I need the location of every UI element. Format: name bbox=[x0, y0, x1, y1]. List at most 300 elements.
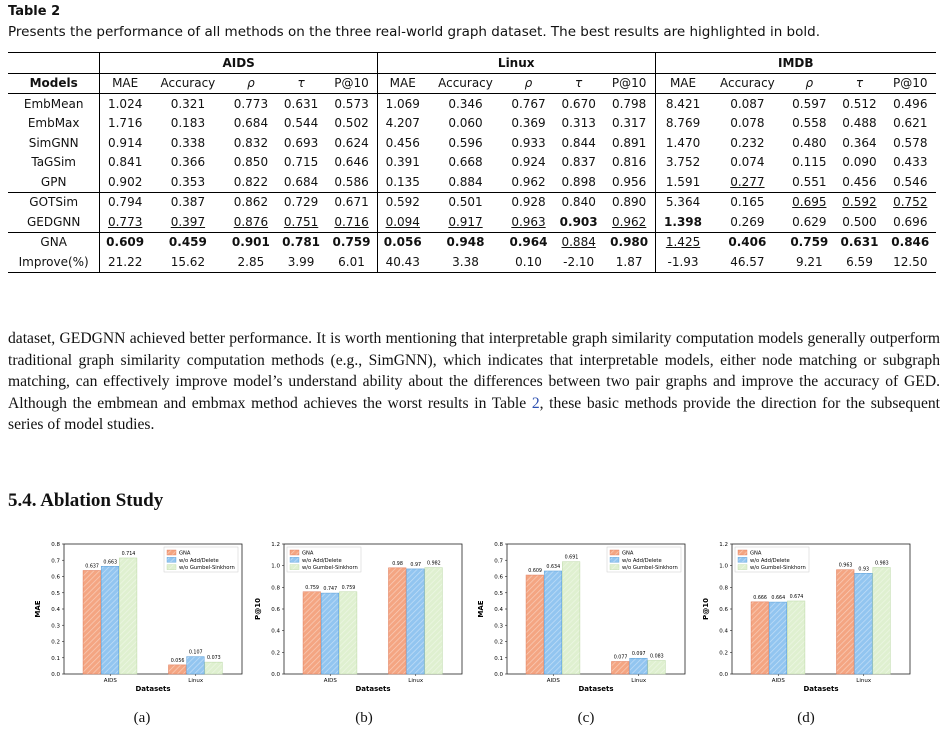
table-cell bbox=[276, 133, 326, 153]
table-cell bbox=[503, 114, 553, 134]
bar-gumbel bbox=[648, 661, 666, 674]
table-cell bbox=[503, 133, 553, 153]
cell-value: 0.624 bbox=[334, 135, 369, 150]
cell-value: 0.501 bbox=[448, 195, 483, 210]
cell-value: 0.693 bbox=[283, 135, 319, 150]
y-tick-label: 0.8 bbox=[719, 585, 728, 592]
table-cell bbox=[428, 172, 504, 192]
cell-value: 0.480 bbox=[792, 135, 827, 150]
bar-value-label: 0.663 bbox=[103, 560, 118, 566]
bar-gna bbox=[303, 592, 321, 674]
bar-gumbel bbox=[425, 568, 443, 674]
table-cell bbox=[100, 252, 150, 272]
cell-value: 0.716 bbox=[334, 214, 369, 229]
cell-value: 0.759 bbox=[332, 235, 371, 250]
table-cell bbox=[276, 252, 326, 272]
table-cell bbox=[655, 192, 711, 212]
metric-header: τ bbox=[554, 73, 604, 94]
y-tick-label: 0.5 bbox=[494, 590, 503, 597]
table-cell bbox=[326, 172, 377, 192]
table-cell bbox=[834, 252, 884, 272]
cell-value: 1.470 bbox=[665, 135, 701, 150]
cell-value: 0.456 bbox=[842, 174, 877, 189]
table-cell bbox=[834, 114, 884, 134]
table-cell bbox=[834, 232, 884, 252]
x-tick-label: Linux bbox=[188, 678, 204, 684]
cell-value: 0.631 bbox=[840, 235, 879, 250]
y-tick-label: 0.3 bbox=[494, 623, 503, 630]
table-cell bbox=[326, 114, 377, 134]
cell-value: 0.621 bbox=[893, 116, 928, 131]
legend-label: GNA bbox=[622, 550, 634, 557]
metric-header: ρ bbox=[784, 73, 834, 94]
table-cell bbox=[711, 153, 785, 173]
table-cell bbox=[100, 153, 150, 173]
y-tick-label: 0.3 bbox=[51, 623, 60, 630]
table-row bbox=[8, 133, 936, 153]
cell-value: 2.85 bbox=[237, 254, 265, 269]
cell-value: 0.488 bbox=[842, 116, 877, 131]
y-tick-label: 1.0 bbox=[719, 563, 728, 570]
table-cell bbox=[150, 192, 226, 212]
bar-value-label: 0.963 bbox=[838, 563, 853, 569]
table-cell bbox=[100, 133, 150, 153]
table-cell bbox=[428, 192, 504, 212]
cell-value: 0.914 bbox=[107, 135, 143, 150]
table-cell bbox=[604, 172, 655, 192]
cell-value: 0.353 bbox=[170, 174, 206, 189]
table-cell bbox=[326, 133, 377, 153]
bar-add-delete bbox=[544, 571, 562, 674]
bar-add-delete bbox=[769, 602, 787, 674]
bar-gna bbox=[168, 665, 186, 674]
legend-swatch-gumbel bbox=[167, 565, 176, 570]
cell-value: 0.862 bbox=[233, 195, 269, 210]
cell-value: 0.366 bbox=[170, 155, 206, 170]
table-row bbox=[8, 114, 936, 134]
cell-value: 0.751 bbox=[283, 214, 319, 229]
cell-value: 0.596 bbox=[448, 135, 483, 150]
model-name: EmbMean bbox=[23, 96, 84, 111]
bar-value-label: 0.759 bbox=[305, 585, 319, 591]
cell-value: 0.841 bbox=[107, 155, 143, 170]
y-tick-label: 0.1 bbox=[51, 655, 60, 662]
table-cell bbox=[711, 192, 785, 212]
cell-value: 0.317 bbox=[611, 116, 647, 131]
cell-value: 0.715 bbox=[283, 155, 319, 170]
y-tick-label: 0.2 bbox=[494, 639, 503, 646]
y-tick-label: 0.6 bbox=[51, 574, 60, 581]
table-cell bbox=[326, 252, 377, 272]
table-cell bbox=[784, 212, 834, 232]
cell-value: 0.558 bbox=[792, 116, 827, 131]
cell-value: 5.364 bbox=[665, 195, 701, 210]
table-caption: Presents the performance of all methods on the three real-world graph dataset. The best results are highlighted in bold. bbox=[8, 24, 820, 40]
table-cell bbox=[784, 172, 834, 192]
cell-value: 0.586 bbox=[334, 174, 369, 189]
cell-value: 0.459 bbox=[168, 235, 207, 250]
table-cell bbox=[503, 153, 553, 173]
bar-value-label: 0.634 bbox=[546, 564, 561, 570]
table-cell bbox=[711, 252, 785, 272]
table-cell bbox=[655, 133, 711, 153]
legend-swatch-gna bbox=[738, 550, 747, 555]
legend-label: w/o Add/Delete bbox=[622, 557, 662, 564]
table-cell bbox=[604, 153, 655, 173]
legend-label: w/o Gumbel-Sinkhorn bbox=[750, 565, 806, 572]
table-cell bbox=[711, 212, 785, 232]
bar-value-label: 0.107 bbox=[188, 650, 203, 656]
ablation-chart-c bbox=[473, 538, 697, 698]
table-cell bbox=[276, 212, 326, 232]
table-cell bbox=[784, 192, 834, 212]
cell-value: 0.090 bbox=[842, 155, 877, 170]
y-tick-label: 0.2 bbox=[51, 639, 60, 646]
bar-gna bbox=[83, 570, 101, 674]
cell-value: 3.38 bbox=[452, 254, 479, 269]
table-cell bbox=[276, 153, 326, 173]
cell-value: 3.99 bbox=[287, 254, 315, 269]
metric-header: Accuracy bbox=[711, 73, 785, 94]
table-cell bbox=[604, 114, 655, 134]
table-cell bbox=[503, 212, 553, 232]
bar-value-label: 0.691 bbox=[564, 555, 579, 561]
cell-value: 0.846 bbox=[891, 235, 930, 250]
cell-value: 0.668 bbox=[448, 155, 483, 170]
cell-value: 0.078 bbox=[730, 116, 765, 131]
bar-gumbel bbox=[119, 558, 137, 674]
table-cell bbox=[604, 94, 655, 114]
table-row bbox=[8, 153, 936, 173]
table-cell bbox=[226, 252, 276, 272]
y-tick-label: 0.6 bbox=[494, 574, 503, 581]
cell-value: 0.183 bbox=[170, 116, 206, 131]
legend-label: w/o Add/Delete bbox=[302, 557, 342, 564]
cell-value: -1.93 bbox=[667, 254, 699, 269]
table-cell bbox=[326, 94, 377, 114]
table-cell bbox=[428, 212, 504, 232]
bar-add-delete bbox=[101, 566, 119, 674]
cell-value: 0.695 bbox=[792, 195, 827, 210]
x-axis-label: Datasets bbox=[803, 685, 839, 693]
table-reference-link[interactable]: 2 bbox=[531, 394, 540, 412]
table-cell bbox=[503, 192, 553, 212]
bar-value-label: 0.097 bbox=[631, 652, 646, 658]
table-cell bbox=[150, 94, 226, 114]
cell-value: 0.844 bbox=[561, 135, 596, 150]
cell-value: 0.592 bbox=[842, 195, 877, 210]
bar-gna bbox=[526, 575, 544, 674]
cell-value: 0.10 bbox=[515, 254, 542, 269]
cell-value: 0.592 bbox=[385, 195, 420, 210]
bar-add-delete bbox=[630, 658, 648, 674]
model-name: TaGSim bbox=[31, 155, 76, 170]
bar-value-label: 0.083 bbox=[650, 654, 664, 660]
bar-value-label: 0.077 bbox=[613, 655, 628, 661]
table-cell bbox=[655, 252, 711, 272]
model-name: GOTSim bbox=[8, 192, 100, 212]
table-cell bbox=[276, 172, 326, 192]
table-cell bbox=[604, 232, 655, 252]
bar-add-delete bbox=[407, 569, 425, 674]
cell-value: 40.43 bbox=[385, 254, 420, 269]
cell-value: 21.22 bbox=[107, 254, 143, 269]
cell-value: 0.094 bbox=[385, 214, 420, 229]
table-cell bbox=[784, 114, 834, 134]
cell-value: 0.684 bbox=[283, 174, 319, 189]
table-cell bbox=[711, 172, 785, 192]
bar-gna bbox=[751, 602, 769, 674]
cell-value: 0.876 bbox=[233, 214, 269, 229]
x-axis-label: Datasets bbox=[578, 685, 614, 693]
subfigure-label-c: (c) bbox=[577, 710, 595, 726]
y-tick-label: 0.8 bbox=[494, 542, 503, 548]
x-tick-label: AIDS bbox=[103, 678, 117, 684]
table-cell bbox=[503, 94, 553, 114]
table-cell bbox=[226, 172, 276, 192]
cell-value: 0.902 bbox=[107, 174, 143, 189]
table-cell bbox=[150, 133, 226, 153]
cell-value: 0.056 bbox=[383, 235, 422, 250]
table-cell bbox=[885, 252, 936, 272]
subfigure-label-b: (b) bbox=[355, 710, 373, 726]
table-cell bbox=[604, 192, 655, 212]
bar-value-label: 0.666 bbox=[753, 595, 767, 601]
bar-value-label: 0.982 bbox=[427, 561, 441, 567]
table-cell bbox=[150, 172, 226, 192]
cell-value: 0.321 bbox=[170, 96, 206, 111]
legend-swatch-add-delete bbox=[167, 557, 176, 562]
cell-value: 9.21 bbox=[795, 254, 823, 269]
cell-value: 0.087 bbox=[730, 96, 765, 111]
cell-value: 0.500 bbox=[842, 214, 877, 229]
table-cell bbox=[834, 153, 884, 173]
ablation-chart-b bbox=[250, 538, 474, 698]
legend-label: w/o Gumbel-Sinkhorn bbox=[622, 565, 678, 572]
table-cell bbox=[784, 153, 834, 173]
table-cell bbox=[377, 172, 427, 192]
metric-header-row bbox=[8, 73, 936, 94]
legend-swatch-gna bbox=[610, 550, 619, 555]
cell-value: 4.207 bbox=[385, 116, 420, 131]
table-cell bbox=[150, 114, 226, 134]
cell-value: 0.629 bbox=[792, 214, 827, 229]
cell-value: 0.773 bbox=[107, 214, 143, 229]
legend-label: GNA bbox=[179, 550, 191, 557]
subfigure-label-d: (d) bbox=[797, 710, 815, 726]
y-axis-label: P@10 bbox=[254, 598, 262, 620]
table-cell bbox=[150, 212, 226, 232]
cell-value: 0.890 bbox=[611, 195, 647, 210]
metric-header: MAE bbox=[655, 73, 711, 94]
cell-value: 0.135 bbox=[385, 174, 420, 189]
x-tick-label: AIDS bbox=[323, 678, 337, 684]
legend-label: GNA bbox=[750, 550, 762, 557]
table-cell bbox=[226, 192, 276, 212]
table-cell bbox=[885, 172, 936, 192]
cell-value: 0.832 bbox=[233, 135, 269, 150]
table-row bbox=[8, 192, 936, 212]
y-tick-label: 0.0 bbox=[51, 672, 60, 678]
cell-value: 0.964 bbox=[509, 235, 548, 250]
table-cell bbox=[377, 232, 427, 252]
bar-gumbel bbox=[562, 562, 580, 674]
table-cell bbox=[655, 153, 711, 173]
table-cell bbox=[226, 94, 276, 114]
table-cell bbox=[503, 252, 553, 272]
y-tick-label: 0.8 bbox=[51, 542, 60, 548]
model-name: GNA bbox=[8, 232, 100, 252]
cell-value: 1.87 bbox=[615, 254, 643, 269]
cell-value: 0.313 bbox=[561, 116, 596, 131]
metric-header: τ bbox=[276, 73, 326, 94]
model-name: GEDGNN bbox=[26, 214, 81, 229]
bar-value-label: 0.759 bbox=[341, 585, 356, 591]
cell-value: 0.884 bbox=[448, 174, 483, 189]
table-row bbox=[8, 252, 936, 272]
legend-label: w/o Gumbel-Sinkhorn bbox=[302, 565, 358, 572]
cell-value: 0.546 bbox=[893, 174, 928, 189]
cell-value: 0.933 bbox=[511, 135, 546, 150]
table-cell bbox=[226, 114, 276, 134]
bar-value-label: 0.97 bbox=[410, 562, 422, 568]
cell-value: 3.752 bbox=[665, 155, 701, 170]
table-cell bbox=[377, 192, 427, 212]
legend-label: w/o Add/Delete bbox=[750, 557, 790, 564]
metric-header: MAE bbox=[377, 73, 427, 94]
table-cell bbox=[428, 252, 504, 272]
cell-value: 0.901 bbox=[231, 235, 270, 250]
table-cell bbox=[226, 133, 276, 153]
cell-value: 0.891 bbox=[611, 135, 647, 150]
x-tick-label: AIDS bbox=[546, 678, 560, 684]
model-name: EmbMax bbox=[27, 116, 80, 131]
cell-value: 6.59 bbox=[846, 254, 873, 269]
cell-value: 0.369 bbox=[511, 116, 546, 131]
cell-value: 0.948 bbox=[446, 235, 485, 250]
table-cell bbox=[655, 172, 711, 192]
y-tick-label: 1.0 bbox=[271, 563, 280, 570]
bar-gna bbox=[388, 568, 406, 674]
table-cell bbox=[276, 192, 326, 212]
metric-header: τ bbox=[834, 73, 884, 94]
x-axis-label: Datasets bbox=[135, 685, 171, 693]
table-cell bbox=[655, 94, 711, 114]
model-name: Improve(%) bbox=[8, 252, 100, 272]
table-cell bbox=[655, 212, 711, 232]
cell-value: 1.425 bbox=[665, 235, 701, 250]
cell-value: 0.816 bbox=[611, 155, 647, 170]
models-header: Models bbox=[8, 73, 100, 94]
bar-add-delete bbox=[321, 593, 339, 674]
y-axis-label: MAE bbox=[477, 600, 485, 618]
bar-add-delete bbox=[187, 657, 205, 674]
y-tick-label: 0.1 bbox=[494, 655, 503, 662]
table-row bbox=[8, 212, 936, 232]
y-tick-label: 0.4 bbox=[271, 628, 280, 635]
cell-value: 0.115 bbox=[792, 155, 827, 170]
y-tick-label: 0.0 bbox=[271, 672, 280, 678]
group-header: AIDS bbox=[100, 53, 378, 74]
legend-swatch-gna bbox=[290, 550, 299, 555]
y-tick-label: 0.6 bbox=[719, 607, 728, 613]
table-cell bbox=[276, 94, 326, 114]
y-tick-label: 0.0 bbox=[719, 672, 728, 678]
table-cell bbox=[326, 192, 377, 212]
x-tick-label: Linux bbox=[856, 678, 872, 684]
table-cell bbox=[554, 212, 604, 232]
table-cell bbox=[100, 172, 150, 192]
cell-value: 0.781 bbox=[282, 235, 321, 250]
table-cell bbox=[554, 192, 604, 212]
x-tick-label: AIDS bbox=[771, 678, 785, 684]
x-axis-label: Datasets bbox=[355, 685, 391, 693]
table-cell bbox=[428, 232, 504, 252]
cell-value: 0.840 bbox=[561, 195, 596, 210]
y-tick-label: 0.4 bbox=[51, 607, 60, 613]
metric-header: ρ bbox=[503, 73, 553, 94]
table-cell bbox=[554, 114, 604, 134]
table-cell bbox=[655, 232, 711, 252]
cell-value: 0.903 bbox=[559, 214, 598, 229]
cell-value: 0.338 bbox=[170, 135, 206, 150]
cell-value: 0.898 bbox=[561, 174, 596, 189]
cell-value: 0.512 bbox=[842, 96, 877, 111]
section-heading: 5.4. Ablation Study bbox=[8, 490, 164, 511]
table-cell bbox=[554, 232, 604, 252]
y-tick-label: 0.4 bbox=[494, 607, 503, 613]
bar-value-label: 0.056 bbox=[170, 658, 185, 664]
legend-swatch-gumbel bbox=[290, 565, 299, 570]
cell-value: 0.884 bbox=[561, 235, 596, 250]
cell-value: 0.433 bbox=[893, 155, 928, 170]
table-cell bbox=[784, 232, 834, 252]
table-cell bbox=[554, 153, 604, 173]
cell-value: 0.962 bbox=[611, 214, 647, 229]
body-paragraph bbox=[8, 328, 940, 436]
cell-value: 0.060 bbox=[448, 116, 483, 131]
table-cell bbox=[377, 114, 427, 134]
cell-value: 0.597 bbox=[792, 96, 827, 111]
cell-value: 1.716 bbox=[107, 116, 143, 131]
table-cell bbox=[834, 172, 884, 192]
cell-value: 15.62 bbox=[170, 254, 206, 269]
y-tick-label: 0.2 bbox=[719, 650, 728, 657]
cell-value: 0.670 bbox=[561, 96, 596, 111]
y-tick-label: 1.2 bbox=[719, 542, 728, 548]
bar-gumbel bbox=[787, 601, 805, 674]
table-cell bbox=[711, 232, 785, 252]
cell-value: 0.837 bbox=[561, 155, 596, 170]
group-header: IMDB bbox=[655, 53, 936, 74]
cell-value: 0.406 bbox=[728, 235, 767, 250]
cell-value: 0.165 bbox=[730, 195, 765, 210]
cell-value: 0.232 bbox=[730, 135, 765, 150]
table-cell bbox=[503, 172, 553, 192]
bar-gumbel bbox=[339, 592, 357, 674]
table-cell bbox=[377, 133, 427, 153]
legend-swatch-gumbel bbox=[738, 565, 747, 570]
table-cell bbox=[554, 94, 604, 114]
cell-value: 0.759 bbox=[790, 235, 829, 250]
table-cell bbox=[711, 133, 785, 153]
table-corner bbox=[8, 53, 100, 74]
cell-value: 0.573 bbox=[334, 96, 369, 111]
metric-header: ρ bbox=[226, 73, 276, 94]
bar-value-label: 0.93 bbox=[858, 567, 870, 573]
cell-value: 0.551 bbox=[792, 174, 827, 189]
cell-value: 0.578 bbox=[893, 135, 928, 150]
